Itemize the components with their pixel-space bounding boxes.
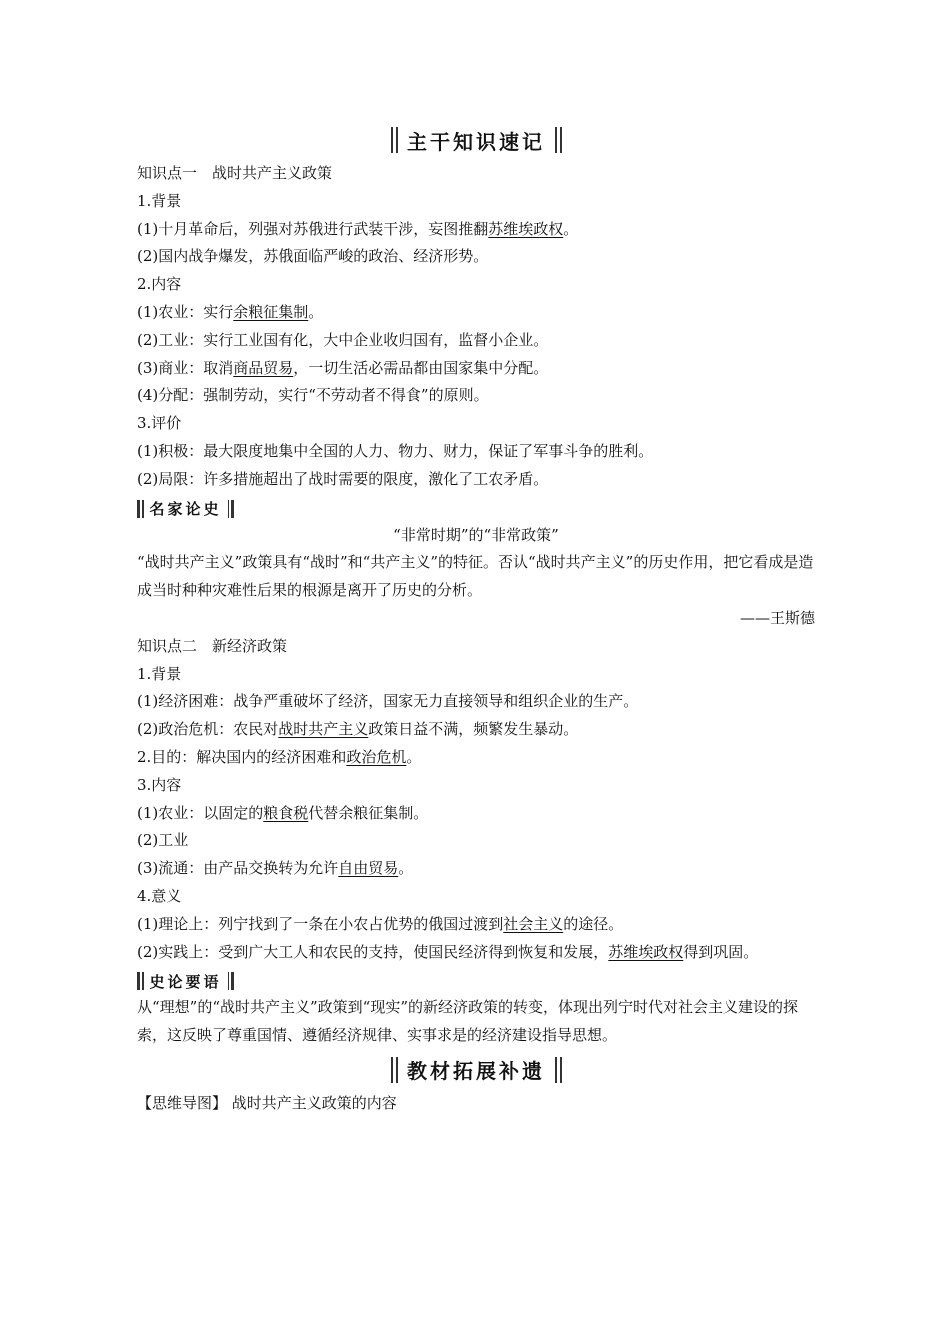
section-title: 知识点一 战时共产主义政策: [137, 164, 333, 182]
underlined-keyword: 商品贸易: [233, 358, 294, 377]
document-page: [137, 120, 815, 1118]
tag-bar: [231, 500, 234, 518]
paragraph: [137, 939, 815, 967]
paragraph: (1)积极：最大限度地集中全国的人力、物力、财力，保证了军事斗争的胜利。: [137, 441, 654, 460]
tag-bar: [231, 972, 234, 990]
section-banner-extension: [137, 1050, 815, 1090]
paragraph: [137, 800, 815, 828]
quote-title: “非常时期”的“非常政策”: [393, 525, 559, 544]
banner-bar-right-1: [555, 127, 557, 153]
underlined-keyword: 余粮征集制: [233, 302, 309, 321]
subheading: 1.背景: [137, 664, 182, 683]
banner-title: 主干知识速记: [407, 129, 545, 154]
text: (1)农业：以固定的: [137, 803, 264, 822]
underlined-keyword: 战时共产主义: [278, 720, 369, 739]
paragraph: (2)局限：许多措施超出了战时需要的限度，激化了工农矛盾。: [137, 469, 549, 488]
tag-famous-opinions: [137, 496, 815, 522]
underlined-keyword: 政治危机: [346, 747, 407, 766]
text: 代替余粮征集制。: [308, 803, 429, 822]
tag-bar: [137, 972, 140, 990]
paragraph: [137, 355, 815, 383]
text: (1)十月革命后，列强对苏俄进行武装干涉，妄图推翻: [137, 219, 489, 238]
text: 。: [563, 219, 579, 238]
banner-bar-right-2: [560, 1057, 562, 1083]
section-title: 知识点二 新经济政策: [137, 636, 288, 655]
underlined-keyword: 苏维埃政权: [488, 219, 564, 238]
banner-bar-right-1: [555, 1057, 557, 1083]
paragraph: (4)分配：强制劳动，实行“不劳动者不得食”的原则。: [137, 386, 489, 405]
text: 。: [398, 859, 414, 878]
text: (1)农业：实行: [137, 302, 234, 321]
tag-bar: [228, 500, 230, 518]
subheading: 2.内容: [137, 275, 182, 294]
mindmap-label: 【思维导图】 战时共产主义政策的内容: [137, 1093, 397, 1112]
paragraph: [137, 216, 815, 244]
text: 的途径。: [563, 914, 624, 933]
tag-bar: [137, 500, 140, 518]
text: 得到巩固。: [683, 942, 759, 961]
underlined-keyword: 社会主义: [503, 914, 564, 933]
paragraph: (2)工业: [137, 831, 189, 850]
text: (2)政治危机：农民对: [137, 720, 279, 739]
summary-paragraph: 从“理想”的“战时共产主义”政策到“现实”的新经济政策的转变，体现出列宁时代对社会主义建设的探索，这反映了尊重国情、遵循经济规律、实事求是的经济建设指导思想。: [137, 998, 799, 1045]
text: 2.目的：解决国内的经济困难和: [137, 747, 347, 766]
paragraph: [137, 299, 815, 327]
paragraph: (2)工业：实行工业国有化，大中企业收归国有，监督小企业。: [137, 330, 549, 349]
subheading: 4.意义: [137, 886, 182, 905]
underlined-keyword: 苏维埃政权: [608, 942, 684, 961]
text: 。: [308, 302, 324, 321]
banner-bar-left-2: [396, 127, 398, 153]
paragraph: (1)经济困难：战争严重破坏了经济，国家无力直接领导和组织企业的生产。: [137, 692, 639, 711]
text: (3)流通：由产品交换转为允许: [137, 859, 339, 878]
text: 。: [406, 747, 422, 766]
tag-historical-summary: [137, 968, 815, 994]
subheading: 1.背景: [137, 191, 182, 210]
tag-bar: [228, 972, 230, 990]
banner-title: 教材拓展补遗: [407, 1059, 545, 1084]
paragraph: [137, 911, 815, 939]
quote-body: “战时共产主义”政策具有“战时”和“共产主义”的特征。否认“战时共产主义”的历史作用，把它看成是造成当时种种灾难性后果的根源是离开了历史的分析。: [137, 553, 814, 600]
text: (2)实践上：受到广大工人和农民的支持，使国民经济得到恢复和发展，: [137, 942, 609, 961]
paragraph: [137, 855, 815, 883]
text: ，一切生活必需品都由国家集中分配。: [293, 358, 549, 377]
banner-bar-left-2: [396, 1057, 398, 1083]
subheading: 3.内容: [137, 775, 182, 794]
banner-bar-right-2: [560, 127, 562, 153]
subheading: 3.评价: [137, 414, 182, 433]
underlined-keyword: 自由贸易: [338, 859, 399, 878]
tag-title: 名家论史: [149, 500, 222, 519]
underlined-keyword: 粮食税: [263, 803, 309, 822]
text: (3)商业：取消: [137, 358, 234, 377]
paragraph: (2)国内战争爆发，苏俄面临严峻的政治、经济形势。: [137, 247, 489, 266]
paragraph: [137, 744, 815, 772]
text: 政策日益不满，频繁发生暴动。: [368, 720, 579, 739]
banner-bar-left-1: [391, 127, 393, 153]
section-banner-main: [137, 120, 815, 160]
paragraph: [137, 716, 815, 744]
quote-author: ——王斯德: [739, 608, 815, 627]
text: (1)理论上：列宁找到了一条在小农占优势的俄国过渡到: [137, 914, 504, 933]
banner-bar-left-1: [391, 1057, 393, 1083]
tag-title: 史论要语: [149, 972, 222, 991]
